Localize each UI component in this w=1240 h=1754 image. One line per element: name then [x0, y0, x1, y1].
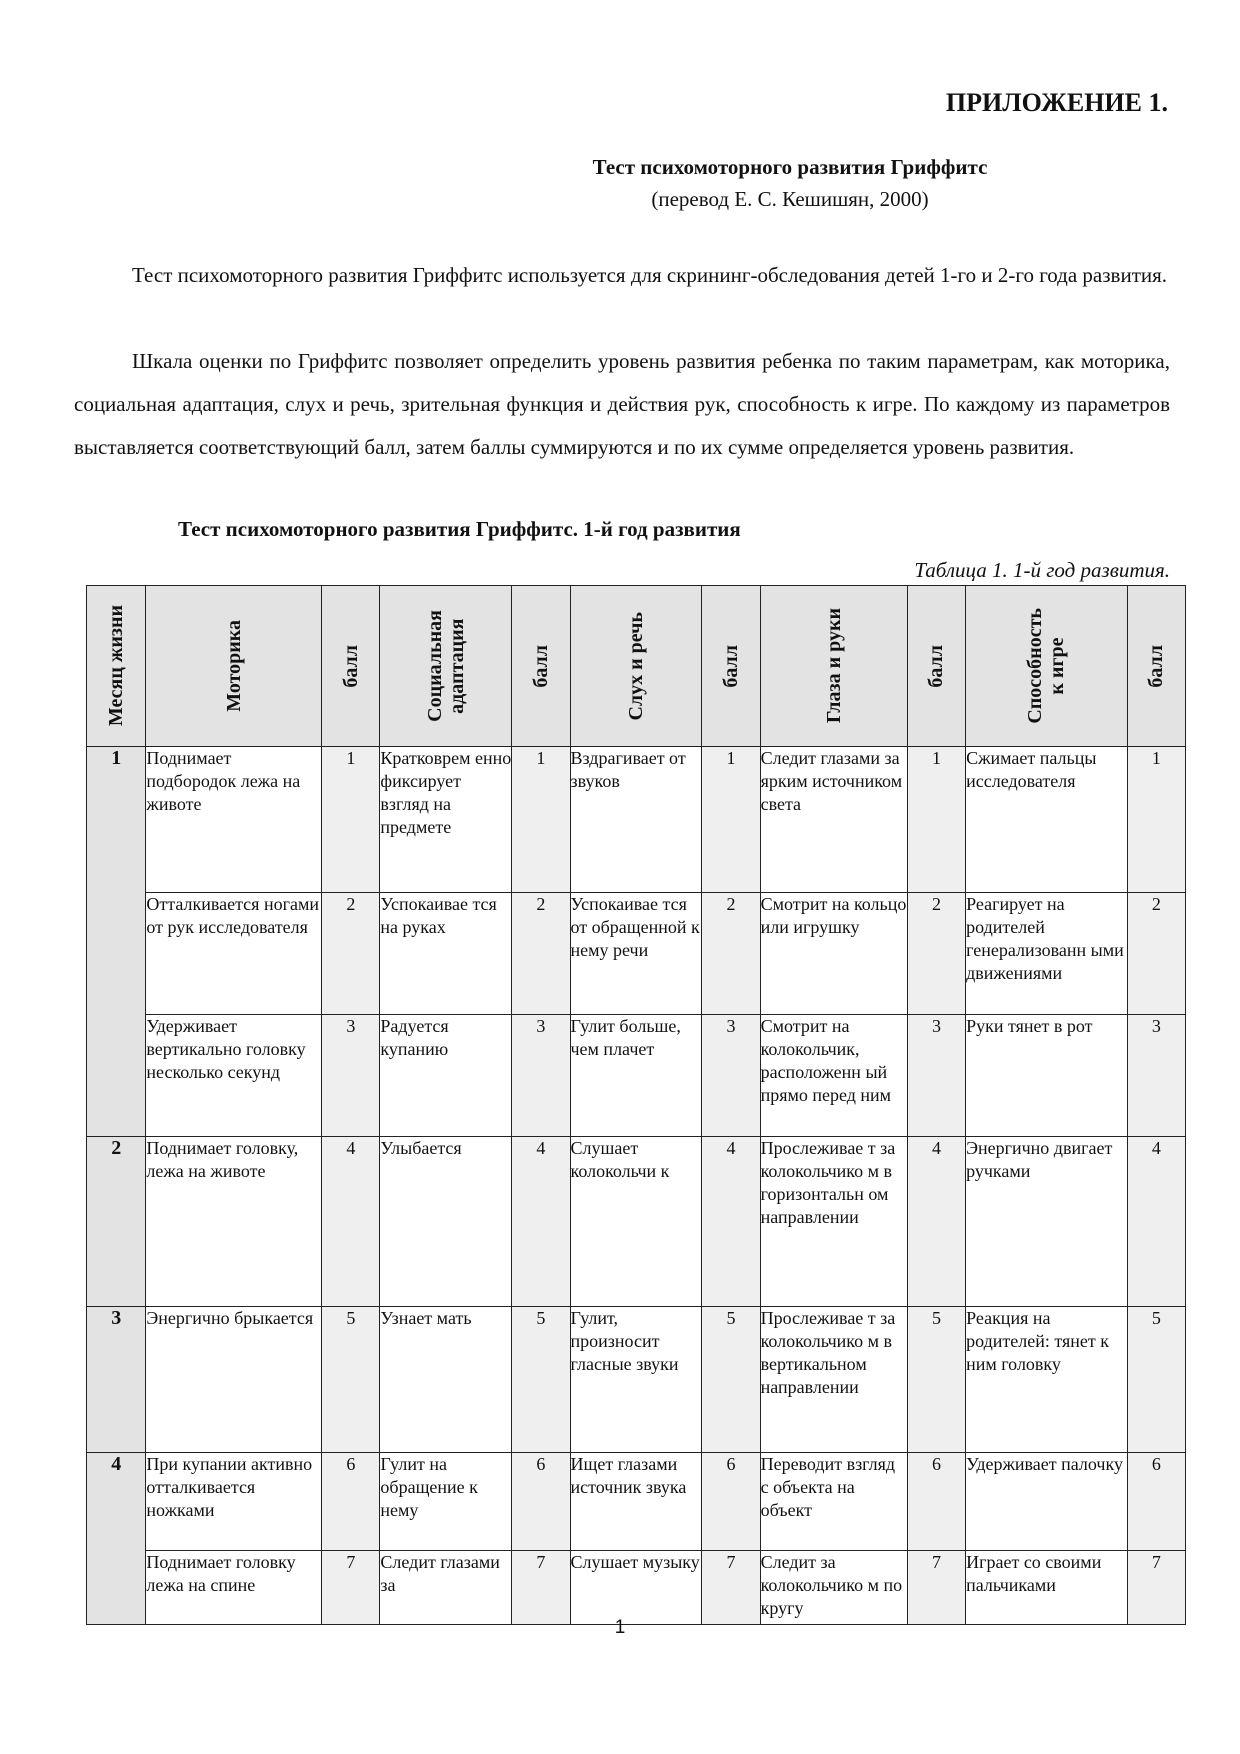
header-motor: Моторика	[146, 586, 322, 747]
document-subtitle: (перевод Е. С. Кешишян, 2000)	[651, 187, 929, 211]
appendix-heading: ПРИЛОЖЕНИЕ 1.	[945, 88, 1168, 117]
hearing-cell: Гулит, произносит гласные звуки	[570, 1307, 702, 1453]
eyes-cell: Следит за колокольчико м по кругу	[760, 1551, 907, 1625]
motor-cell: При купании активно отталкивается ножками	[146, 1453, 322, 1551]
eyes-cell: Прослеживае т за колокольчико м в горизонтальн ом направлении	[760, 1137, 907, 1307]
motor-score-cell: 7	[322, 1551, 380, 1625]
hearing-cell: Ищет глазами источник звука	[570, 1453, 702, 1551]
header-hearing: Слух и речь	[570, 586, 702, 747]
play-score-cell: 1	[1127, 747, 1185, 893]
header-month: Месяц жизни	[87, 586, 146, 747]
header-social-score: балл	[512, 586, 570, 747]
hearing-score-cell: 1	[702, 747, 760, 893]
play-score-cell: 7	[1127, 1551, 1185, 1625]
hearing-cell: Успокаивае тся от обращенной к нему речи	[570, 893, 702, 1015]
table-row	[87, 1137, 1186, 1307]
table-header-row	[87, 586, 1186, 747]
table-row	[87, 1453, 1186, 1551]
header-motor-score: балл	[322, 586, 380, 747]
social-score-cell: 3	[512, 1015, 570, 1137]
play-cell: Играет со своими пальчиками	[966, 1551, 1128, 1625]
eyes-cell: Смотрит на колокольчик, расположенн ый прямо перед ним	[760, 1015, 907, 1137]
motor-cell: Энергично брыкается	[146, 1307, 322, 1453]
social-score-cell: 7	[512, 1551, 570, 1625]
header-social: Социальная адаптация	[380, 586, 512, 747]
play-cell: Энергично двигает ручками	[966, 1137, 1128, 1307]
month-cell: 4	[87, 1453, 146, 1625]
month-cell: 3	[87, 1307, 146, 1453]
month-cell: 2	[87, 1137, 146, 1307]
social-cell: Следит глазами за	[380, 1551, 512, 1625]
header-eyes: Глаза и руки	[760, 586, 907, 747]
eyes-cell: Смотрит на кольцо или игрушку	[760, 893, 907, 1015]
hearing-score-cell: 4	[702, 1137, 760, 1307]
motor-score-cell: 3	[322, 1015, 380, 1137]
eyes-score-cell: 5	[907, 1307, 965, 1453]
table-caption: Таблица 1. 1-й год развития.	[914, 558, 1170, 582]
hearing-score-cell: 7	[702, 1551, 760, 1625]
hearing-cell: Вздрагивает от звуков	[570, 747, 702, 893]
table-row	[87, 1015, 1186, 1137]
motor-score-cell: 5	[322, 1307, 380, 1453]
eyes-cell: Следит глазами за ярким источником света	[760, 747, 907, 893]
header-eyes-score: балл	[907, 586, 965, 747]
social-score-cell: 4	[512, 1137, 570, 1307]
social-cell: Кратковрем енно фиксирует взгляд на предмете	[380, 747, 512, 893]
social-cell: Узнает мать	[380, 1307, 512, 1453]
eyes-score-cell: 6	[907, 1453, 965, 1551]
hearing-score-cell: 5	[702, 1307, 760, 1453]
paragraph-scale	[74, 340, 1170, 469]
play-cell: Сжимает пальцы исследователя	[966, 747, 1128, 893]
griffiths-table	[86, 585, 1186, 1625]
social-cell: Успокаивае тся на руках	[380, 893, 512, 1015]
play-cell: Руки тянет в рот	[966, 1015, 1128, 1137]
motor-score-cell: 6	[322, 1453, 380, 1551]
motor-cell: Поднимает подбородок лежа на животе	[146, 747, 322, 893]
hearing-cell: Слушает музыку	[570, 1551, 702, 1625]
play-cell: Реакция на родителей: тянет к ним головку	[966, 1307, 1128, 1453]
header-hearing-score: балл	[702, 586, 760, 747]
eyes-score-cell: 3	[907, 1015, 965, 1137]
eyes-score-cell: 1	[907, 747, 965, 893]
play-cell: Реагирует на родителей генерализованн ыми движениями	[966, 893, 1128, 1015]
paragraph-scale-text: Шкала оценки по Гриффитс позволяет определить уровень развития ребенка по таким параметрам, как моторика, социальная адаптация, слух и речь, зрительная функция и действия рук, способность к игре. По каждому из параметров выставляется соответствующий балл, затем баллы суммируются и по их сумме определяется уровень развития.	[74, 349, 1170, 459]
document-title: Тест психомоторного развития Гриффитс	[592, 155, 988, 179]
motor-score-cell: 1	[322, 747, 380, 893]
play-score-cell: 2	[1127, 893, 1185, 1015]
social-score-cell: 2	[512, 893, 570, 1015]
motor-cell: Удерживает вертикально головку несколько секунд	[146, 1015, 322, 1137]
social-score-cell: 6	[512, 1453, 570, 1551]
motor-cell: Поднимает головку, лежа на животе	[146, 1137, 322, 1307]
eyes-cell: Переводит взгляд с объекта на объект	[760, 1453, 907, 1551]
play-score-cell: 3	[1127, 1015, 1185, 1137]
header-play-score: балл	[1127, 586, 1185, 747]
table-row	[87, 893, 1186, 1015]
eyes-score-cell: 4	[907, 1137, 965, 1307]
eyes-score-cell: 2	[907, 893, 965, 1015]
motor-cell: Поднимает головку лежа на спине	[146, 1551, 322, 1625]
hearing-score-cell: 3	[702, 1015, 760, 1137]
play-score-cell: 6	[1127, 1453, 1185, 1551]
social-score-cell: 5	[512, 1307, 570, 1453]
month-cell: 1	[87, 747, 146, 1137]
eyes-score-cell: 7	[907, 1551, 965, 1625]
page-number: 1	[614, 1617, 626, 1638]
motor-cell: Отталкивается ногами от рук исследователя	[146, 893, 322, 1015]
paragraph-intro	[74, 254, 1170, 297]
play-score-cell: 5	[1127, 1307, 1185, 1453]
social-cell: Улыбается	[380, 1137, 512, 1307]
social-score-cell: 1	[512, 747, 570, 893]
eyes-cell: Прослеживае т за колокольчико м в вертикальном направлении	[760, 1307, 907, 1453]
header-play: Способность к игре	[966, 586, 1128, 747]
paragraph-intro-text: Тест психомоторного развития Гриффитс используется для скрининг-обследования детей 1-го и 2-го года развития.	[132, 263, 1168, 287]
social-cell: Гулит на обращение к нему	[380, 1453, 512, 1551]
play-cell: Удерживает палочку	[966, 1453, 1128, 1551]
motor-score-cell: 2	[322, 893, 380, 1015]
table-row	[87, 1307, 1186, 1453]
hearing-score-cell: 2	[702, 893, 760, 1015]
table-row	[87, 747, 1186, 893]
table-heading: Тест психомоторного развития Гриффитс. 1-й год развития	[178, 517, 741, 541]
hearing-cell: Слушает колокольчи к	[570, 1137, 702, 1307]
table-row	[87, 1551, 1186, 1625]
play-score-cell: 4	[1127, 1137, 1185, 1307]
motor-score-cell: 4	[322, 1137, 380, 1307]
hearing-score-cell: 6	[702, 1453, 760, 1551]
social-cell: Радуется купанию	[380, 1015, 512, 1137]
hearing-cell: Гулит больше, чем плачет	[570, 1015, 702, 1137]
